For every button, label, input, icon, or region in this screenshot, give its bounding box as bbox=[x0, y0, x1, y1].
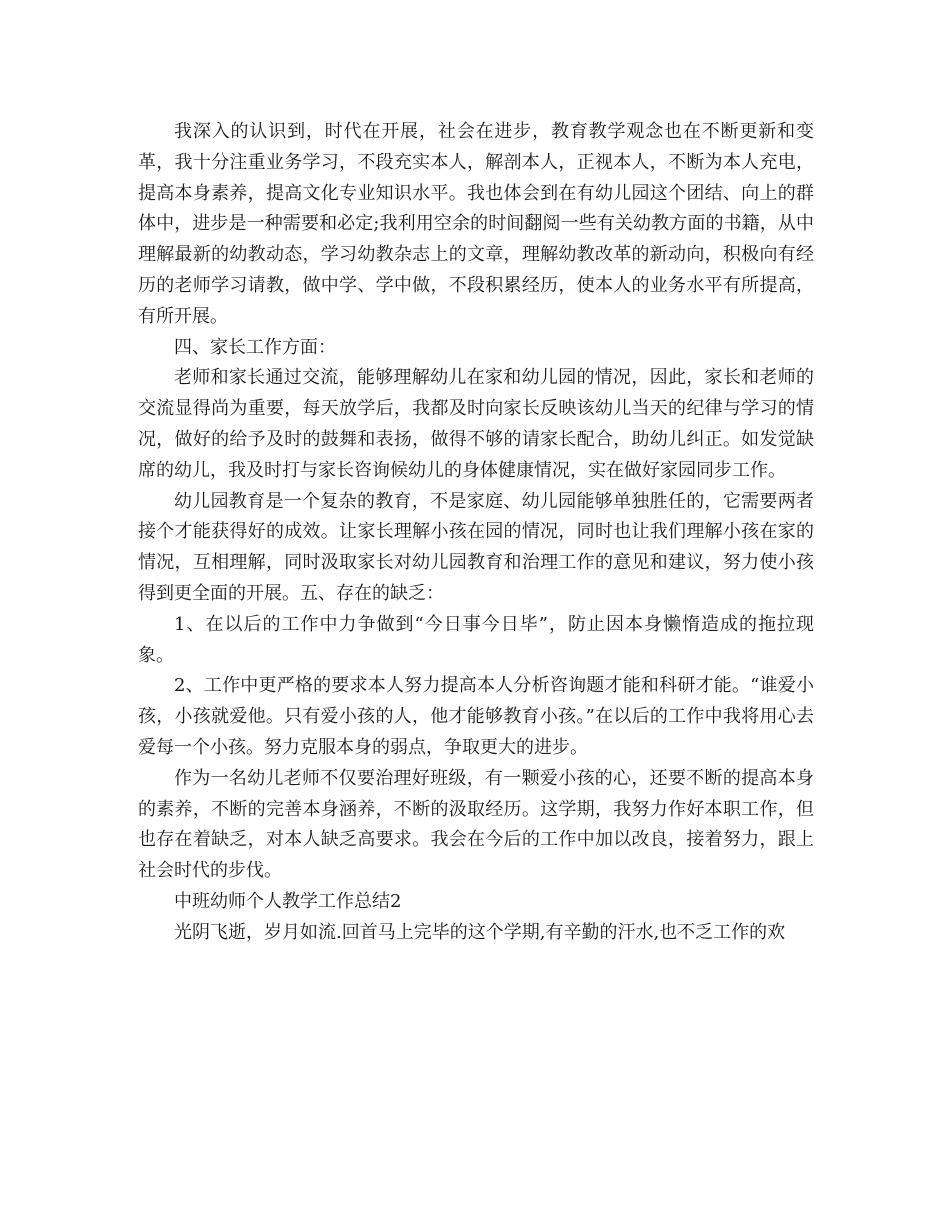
list-item-shortcoming-1: 1、在以后的工作中力争做到“今日事今日毕”，防止因本身懒惰造成的拖拉现象。 bbox=[138, 613, 814, 666]
paragraph-opening: 光阴飞逝，岁月如流.回首马上完毕的这个学期,有辛勤的汗水,也不乏工作的欢 bbox=[174, 921, 786, 943]
section-heading-parent-work: 四、家长工作方面： bbox=[174, 336, 336, 358]
paragraph-conclusion: 作为一名幼儿老师不仅要治理好班级，有一颗爱小孩的心，还要不断的提高本身的素养，不断的完善本身涵养，不断的汲取经历。这学期，我努力作好本职工作，但也存在着缺乏，对本人缺乏高要求。我会在今后的工作中加以改良，接着努力，跟上社会时代的步伐。 bbox=[138, 767, 814, 882]
paragraph-kindergarten-education: 幼儿园教育是一个复杂的教育，不是家庭、幼儿园能够单独胜任的，它需要两者接个才能获得好的成效。让家长理解小孩在园的情况，同时也让我们理解小孩在家的情况，互相理解，同时汲取家长对幼儿园教育和治理工作的意见和建议，努力使小孩得到更全面的开展。五、存在的缺乏： bbox=[138, 490, 814, 604]
article-title-2: 中班幼师个人教学工作总结2 bbox=[174, 890, 402, 912]
paragraph-professional-study: 我深入的认识到，时代在开展，社会在进步，教育教学观念也在不断更新和变革，我十分注重业务学习，不段充实本人，解剖本人，正视本人，不断为本人充电，提高本身素养，提高文化专业知识水平。我也体会到在有幼儿园这个团结、向上的群体中，进步是一种需要和必定;我利用空余的时间翻阅一些有关幼教方面的书籍，从中理解最新的幼教动态，学习幼教杂志上的文章，理解幼教改革的新动向，积极向有经历的老师学习请教，做中学、学中做，不段积累经历，使本人的业务水平有所提高，有所开展。 bbox=[138, 121, 814, 327]
list-item-shortcoming-2: 2、工作中更严格的要求本人努力提高本人分析咨询题才能和科研才能。“谁爱小孩，小孩就爱他。只有爱小孩的人，他才能够教育小孩。”在以后的工作中我将用心去爱每一个小孩。努力克服本身的弱点，争取更大的进步。 bbox=[138, 675, 814, 758]
paragraph-parent-communication: 老师和家长通过交流，能够理解幼儿在家和幼儿园的情况，因此，家长和老师的交流显得尚为重要，每天放学后，我都及时向家长反映该幼儿当天的纪律与学习的情况，做好的给予及时的鼓舞和表扬，做得不够的请家长配合，助幼儿纠正。如发觉缺席的幼儿，我及时打与家长咨询候幼儿的身体健康情况，实在做好家园同步工作。 bbox=[138, 367, 814, 481]
document-page bbox=[138, 117, 814, 949]
